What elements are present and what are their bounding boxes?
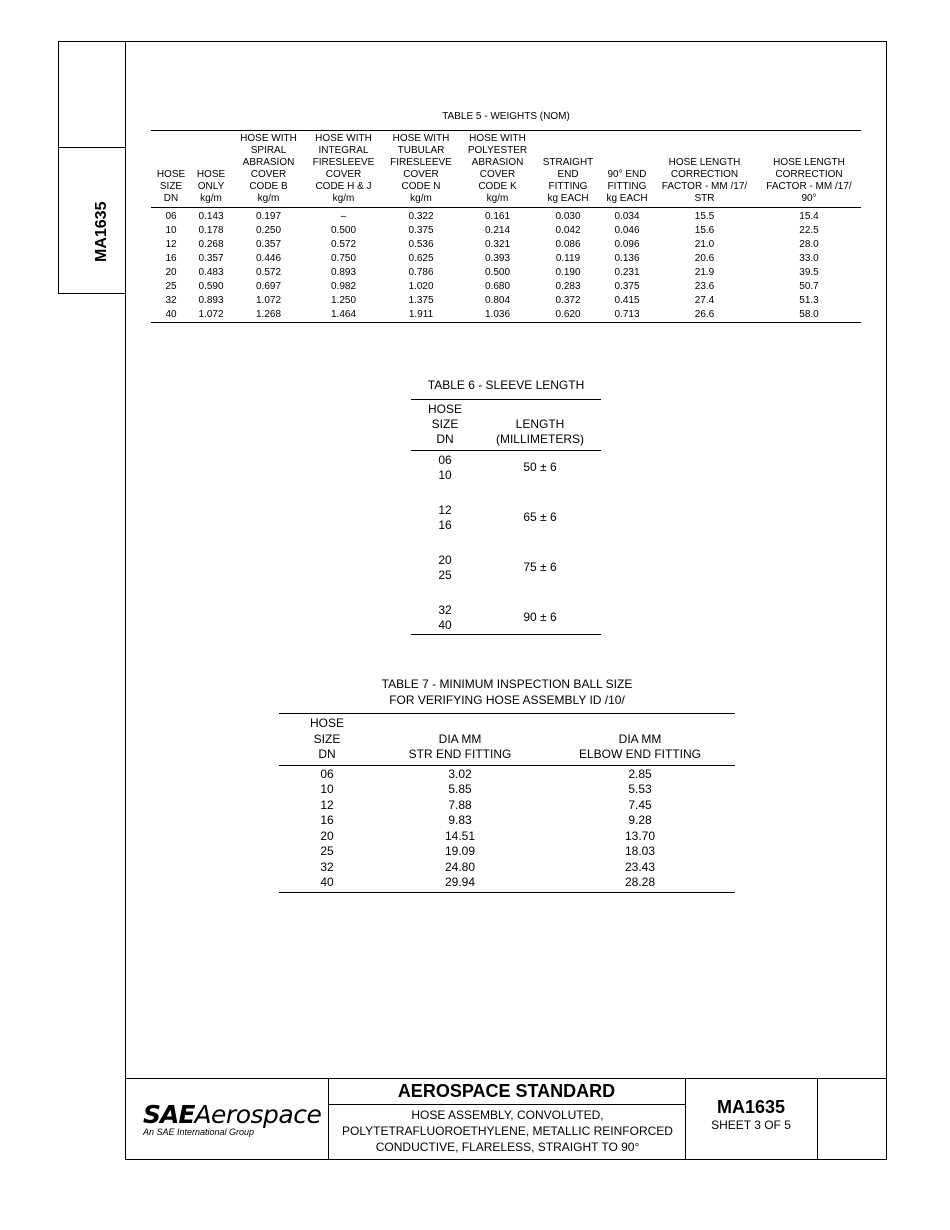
table6-size-cell: 20 25	[438, 552, 452, 582]
table5-cell: 0.250	[255, 225, 282, 236]
title-block-title: AEROSPACE STANDARD	[397, 1081, 616, 1101]
table6-header-row	[411, 400, 601, 451]
table5-cell: 0.893	[198, 295, 224, 306]
table-row	[279, 844, 735, 860]
table5-cell: 0.750	[330, 253, 357, 264]
table5-cell: 0.357	[198, 253, 224, 264]
table5-cell: 0.620	[534, 308, 602, 323]
table7-cell: 7.88	[448, 797, 472, 812]
table5-cell: 1.036	[461, 308, 534, 323]
table5-cell: 0.697	[255, 281, 282, 292]
logo-word: Aerospace	[194, 1100, 322, 1129]
table5-header-cell: HOSE WITH TUBULAR FIRESLEEVE COVER CODE N kg/m	[381, 131, 461, 208]
table5-cell: 1.464	[306, 308, 381, 323]
table6-sleeve-length	[411, 399, 601, 635]
table7-inspection-ball-size	[279, 713, 735, 893]
table7-header-cell: DIA MM ELBOW END FITTING	[545, 714, 735, 766]
table5-cell: 0.178	[198, 225, 224, 236]
table5-cell: 0.375	[614, 281, 640, 292]
table7-caption	[279, 676, 735, 708]
table5-cell: 0.046	[614, 225, 640, 236]
table5-cell: 0.415	[614, 295, 640, 306]
table5-cell: 39.5	[799, 267, 819, 278]
table-row	[151, 238, 861, 252]
table5-cell: 0.893	[330, 267, 357, 278]
table7-caption-line-2: FOR VERIFYING HOSE ASSEMBLY ID /10/	[389, 693, 625, 707]
table5-cell: 50.7	[799, 281, 819, 292]
table6-spacer-row	[411, 584, 601, 601]
table5-cell: 15.5	[694, 211, 715, 222]
table-row	[411, 501, 601, 534]
table7-cell: 29.94	[375, 875, 545, 892]
table5-cell: 0.536	[408, 239, 434, 250]
table5-cell: 06	[165, 211, 177, 222]
table-row	[411, 451, 601, 485]
table5-header-cell: HOSE LENGTH CORRECTION FACTOR - MM /17/ 90°	[757, 131, 861, 208]
table6-spacer	[479, 584, 601, 601]
table5-cell: 26.6	[652, 308, 757, 323]
table5-cell: 15.6	[694, 225, 715, 236]
table7-body	[279, 765, 735, 892]
table7-cell: 3.02	[448, 766, 472, 781]
table5-cell: 1.072	[255, 295, 282, 306]
table6-length-cell: 75 ± 6	[523, 560, 557, 574]
table5-cell: 0.572	[330, 239, 357, 250]
table5-cell: 21.0	[694, 239, 715, 250]
table5-cell: 0.590	[198, 281, 224, 292]
title-block-sheet: SHEET 3 OF 5	[711, 1118, 791, 1132]
table6-size-cell: 06 10	[438, 452, 452, 482]
table5-cell: 0.804	[484, 295, 511, 306]
table7-cell: 23.43	[624, 859, 656, 874]
table7-cell: 40	[279, 875, 375, 892]
table5-header-cell: HOSE WITH INTEGRAL FIRESLEEVE COVER CODE H & J kg/m	[306, 131, 381, 208]
table5-cell: 0.214	[484, 225, 511, 236]
table5-cell: 0.500	[330, 225, 357, 236]
table-row	[151, 294, 861, 308]
table5-cell: 1.375	[408, 295, 434, 306]
table5-cell: 23.6	[694, 281, 715, 292]
table5-cell: 40	[151, 308, 191, 323]
table5-header-row	[151, 131, 861, 208]
table5-cell: 0.321	[484, 239, 511, 250]
table6-spacer-row	[411, 484, 601, 501]
table5-cell: 0.375	[408, 225, 434, 236]
table7-cell: 20	[320, 828, 334, 843]
table7-cell: 18.03	[624, 844, 656, 858]
table7-cell: 16	[320, 813, 334, 827]
table5-cell: 28.0	[799, 239, 819, 250]
table-row	[279, 860, 735, 876]
logo-subtitle: An SAE International Group	[143, 1127, 255, 1137]
table-row	[279, 765, 735, 782]
title-block-doc-id: MA1635	[716, 1097, 786, 1117]
table5-cell: 0.500	[484, 267, 511, 278]
table5-cell: 0.680	[484, 281, 511, 292]
table-row	[151, 308, 861, 323]
table5-cell: 0.096	[614, 239, 640, 250]
table5-cell: 0.446	[255, 253, 282, 264]
table5-cell: 1.911	[381, 308, 461, 323]
table5-cell: 0.197	[255, 211, 282, 222]
table7-cell: 2.85	[628, 766, 652, 781]
table5-body	[151, 208, 861, 323]
table-row	[411, 551, 601, 584]
table5-cell: 15.4	[799, 211, 819, 222]
table7-header-row	[279, 714, 735, 766]
table7-header-cell: HOSE SIZE DN	[279, 714, 375, 766]
table5-caption: TABLE 5 - WEIGHTS (NOM)	[442, 111, 570, 122]
table-row	[279, 813, 735, 829]
table5-cell: 58.0	[757, 308, 861, 323]
table6-spacer	[411, 584, 479, 601]
table5-cell: 0.143	[198, 211, 224, 222]
table7-cell: 7.45	[628, 797, 652, 812]
table5-cell: 33.0	[799, 253, 819, 264]
description-line: POLYTETRAFLUOROETHYLENE, METALLIC REINFORCED	[342, 1124, 673, 1138]
table5-cell: 32	[165, 295, 177, 306]
table5-header-cell: HOSE WITH POLYESTER ABRASION COVER CODE K kg/m	[461, 131, 534, 208]
table-row	[151, 280, 861, 294]
table5-cell: 0.034	[614, 211, 640, 222]
table6-spacer	[479, 484, 601, 501]
table7-header-cell: DIA MM STR END FITTING	[375, 714, 545, 766]
table6-size-cell: 32 40	[411, 601, 479, 635]
table6-spacer-row	[411, 534, 601, 551]
table5-cell: 0.393	[484, 253, 511, 264]
table5-cell: 0.357	[255, 239, 282, 250]
table5-weights	[151, 130, 861, 323]
table-row	[279, 829, 735, 845]
table5-cell: 27.4	[694, 295, 715, 306]
side-tab-doc-id: MA1635	[93, 201, 110, 262]
table7-cell: 12	[320, 797, 334, 812]
table5-cell: 22.5	[799, 225, 819, 236]
table5-cell: 20.6	[694, 253, 715, 264]
table5-cell: 0.119	[555, 253, 581, 264]
table5-cell: 1.020	[408, 281, 434, 292]
table7-cell: 06	[320, 766, 334, 781]
table-row	[279, 798, 735, 814]
table5-cell: 1.268	[231, 308, 306, 323]
sae-aerospace-logo	[143, 1100, 328, 1137]
table5-cell: 0.161	[484, 211, 511, 222]
table5-cell: 0.030	[555, 211, 581, 222]
table6-spacer	[411, 534, 479, 551]
table5-cell: 0.372	[555, 295, 581, 306]
table6-header-cell: HOSE SIZE DN	[411, 400, 479, 451]
table6-spacer	[479, 534, 601, 551]
table5-header-cell: 90° END FITTING kg EACH	[602, 131, 652, 208]
table7-cell: 24.80	[444, 859, 476, 874]
table5-cell: 0.190	[555, 267, 581, 278]
table5-cell: 21.9	[694, 267, 715, 278]
table6-size-cell: 12 16	[438, 502, 452, 532]
table5-cell: –	[340, 211, 347, 222]
table5-cell: 0.982	[330, 281, 357, 292]
table7-cell: 25	[320, 844, 334, 858]
title-block-divider	[817, 1078, 818, 1160]
table7-cell: 9.28	[628, 813, 652, 827]
table5-cell: 1.072	[191, 308, 231, 323]
table-row	[411, 601, 601, 635]
table5-cell: 1.250	[330, 295, 357, 306]
table5-cell: 0.086	[555, 239, 581, 250]
table5-header-cell: HOSE LENGTH CORRECTION FACTOR - MM /17/ STR	[652, 131, 757, 208]
side-tab	[58, 41, 126, 294]
table6-length-cell: 65 ± 6	[523, 510, 557, 524]
table7-cell: 32	[320, 859, 334, 874]
table7-cell: 28.28	[545, 875, 735, 892]
table5-cell: 0.713	[602, 308, 652, 323]
table5-cell: 0.625	[408, 253, 434, 264]
table5-cell: 25	[165, 281, 177, 292]
table6-body	[411, 451, 601, 635]
table5-cell: 51.3	[799, 295, 819, 306]
table7-cell: 9.83	[448, 813, 472, 827]
table5-cell: 0.786	[408, 267, 434, 278]
table-row	[279, 782, 735, 798]
table-row	[151, 252, 861, 266]
table5-cell: 10	[165, 225, 177, 236]
description-line: CONDUCTIVE, FLARELESS, STRAIGHT TO 90°	[375, 1140, 640, 1154]
table5-cell: 16	[165, 253, 177, 264]
side-tab-divider	[59, 147, 126, 148]
title-block-description	[330, 1107, 685, 1155]
table5-cell: 0.042	[555, 225, 581, 236]
table-row	[151, 224, 861, 238]
table5-cell: 0.231	[614, 267, 640, 278]
table5-cell: 0.283	[555, 281, 581, 292]
title-block-rule	[328, 1104, 685, 1105]
table5-cell: 20	[165, 267, 177, 278]
table-row	[279, 875, 735, 892]
table7-cell: 5.85	[448, 782, 472, 796]
table5-header-cell: STRAIGHT END FITTING kg EACH	[534, 131, 602, 208]
table6-header-cell: LENGTH (MILLIMETERS)	[479, 400, 601, 451]
description-line: HOSE ASSEMBLY, CONVOLUTED,	[411, 1108, 604, 1122]
table6-spacer	[411, 484, 479, 501]
table7-cell: 5.53	[628, 782, 652, 796]
table6-length-cell: 50 ± 6	[523, 460, 557, 474]
table6-length-cell: 90 ± 6	[479, 601, 601, 635]
table7-cell: 14.51	[444, 828, 476, 843]
table5-header-cell: HOSE ONLY kg/m	[191, 131, 231, 208]
table7-cell: 19.09	[444, 844, 476, 858]
logo-mark: SAE	[143, 1100, 195, 1129]
table5-cell: 0.572	[255, 267, 282, 278]
table5-cell: 0.268	[198, 239, 224, 250]
table-row	[151, 266, 861, 280]
table7-cell: 10	[320, 782, 334, 796]
table7-cell: 13.70	[624, 828, 656, 843]
table5-cell: 12	[165, 239, 177, 250]
table-row	[151, 208, 861, 225]
table5-cell: 0.322	[408, 211, 434, 222]
table5-cell: 0.483	[198, 267, 224, 278]
table5-header-cell: HOSE SIZE DN	[151, 131, 191, 208]
table5-header-cell: HOSE WITH SPIRAL ABRASION COVER CODE B kg/m	[231, 131, 306, 208]
table7-caption-line-1: TABLE 7 - MINIMUM INSPECTION BALL SIZE	[381, 677, 633, 691]
table5-cell: 0.136	[614, 253, 640, 264]
table6-caption: TABLE 6 - SLEEVE LENGTH	[427, 378, 585, 392]
